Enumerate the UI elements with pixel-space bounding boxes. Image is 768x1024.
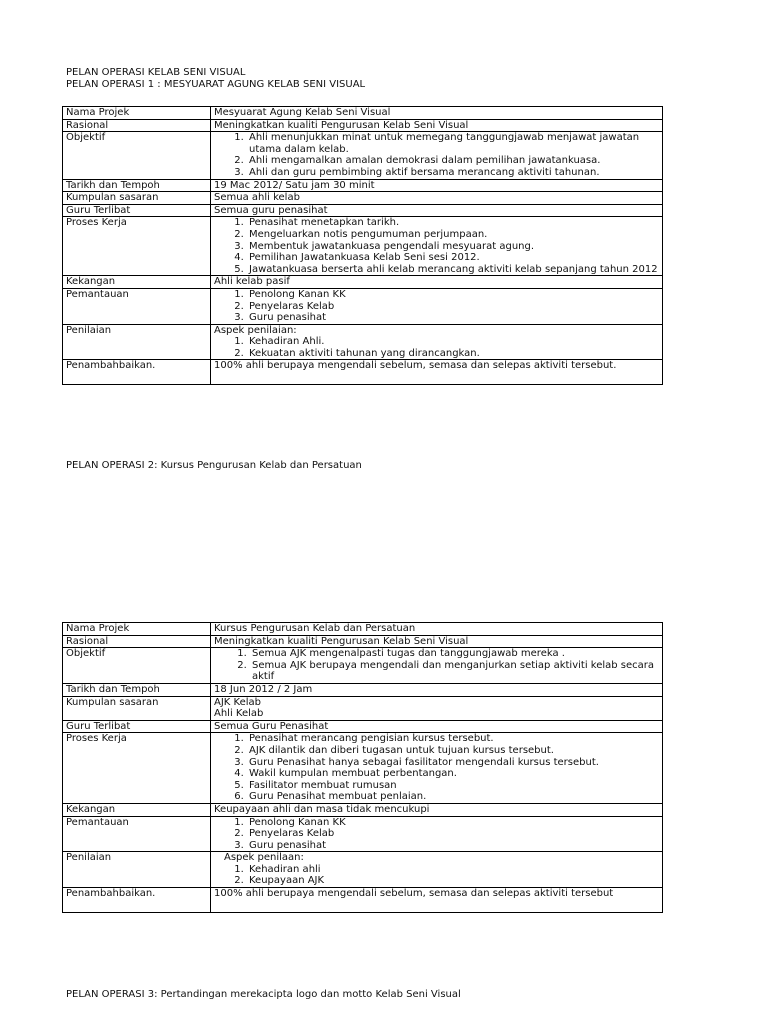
list-item: 6. Guru Penasihat membuat penlaian. xyxy=(247,791,659,803)
list-item: 2. AJK dilantik dan diberi tugasan untuk tujuan kursus tersebut. xyxy=(247,745,659,757)
label-proses: Proses Kerja xyxy=(63,733,211,804)
proses-list xyxy=(214,733,659,803)
value-proses xyxy=(211,733,663,804)
list-item: 5. Jawatankuasa berserta ahli kelab merancang aktiviti kelab sepanjang tahun 2012 xyxy=(247,264,659,276)
value-kumpulan xyxy=(211,696,663,720)
value-guru: Semua guru penasihat xyxy=(211,204,663,217)
table-row xyxy=(63,623,663,636)
label-nama-projek: Nama Projek xyxy=(63,623,211,636)
value-kekangan: Ahli kelab pasif xyxy=(211,276,663,289)
value-nama-projek: Mesyuarat Agung Kelab Seni Visual xyxy=(211,107,663,120)
value-penilaian xyxy=(211,852,663,888)
list-item: 1. Penolong Kanan KK xyxy=(247,817,659,829)
label-pemantauan: Pemantauan xyxy=(63,288,211,324)
table-row xyxy=(63,360,663,385)
value-kumpulan: Semua ahli kelab xyxy=(211,192,663,205)
table-row xyxy=(63,683,663,696)
label-proses: Proses Kerja xyxy=(63,217,211,276)
list-item: 2. Penyelaras Kelab xyxy=(247,828,659,840)
list-item: 2. Kekuatan aktiviti tahunan yang dirancangkan. xyxy=(247,348,659,360)
table-row xyxy=(63,720,663,733)
table-row xyxy=(63,288,663,324)
table-row xyxy=(63,888,663,913)
pemantauan-list xyxy=(214,289,659,324)
table-row xyxy=(63,852,663,888)
penilaian-intro: Aspek penilaian: xyxy=(214,324,297,336)
proses-list xyxy=(214,217,659,275)
table-row xyxy=(63,192,663,205)
list-item: 4. Pemilihan Jawatankuasa Kelab Seni sesi 2012. xyxy=(247,252,659,264)
value-kekangan: Keupayaan ahli dan masa tidak mencukupi xyxy=(211,803,663,816)
label-rasional: Rasional xyxy=(63,635,211,648)
list-item: 3. Guru penasihat xyxy=(247,840,659,852)
list-item: 2. Semua AJK berupaya mengendali dan menganjurkan setiap aktiviti kelab secara aktif xyxy=(250,660,659,683)
list-item: 1. Kehadiran Ahli. xyxy=(247,336,659,348)
value-tarikh: 18 Jun 2012 / 2 Jam xyxy=(211,683,663,696)
value-rasional: Meningkatkan kualiti Pengurusan Kelab Seni Visual xyxy=(211,635,663,648)
table-row xyxy=(63,107,663,120)
label-penambahbaikan: Penambahbaikan. xyxy=(63,888,211,913)
penilaian-list xyxy=(214,336,659,359)
penilaian-list xyxy=(214,864,659,887)
table-row xyxy=(63,733,663,804)
value-rasional: Meningkatkan kualiti Pengurusan Kelab Seni Visual xyxy=(211,119,663,132)
label-kekangan: Kekangan xyxy=(63,803,211,816)
list-item: 4. Wakil kumpulan membuat perbentangan. xyxy=(247,768,659,780)
list-item: 1. Semua AJK mengenalpasti tugas dan tanggungjawab mereka . xyxy=(250,648,659,660)
table-row xyxy=(63,132,663,179)
table-row xyxy=(63,696,663,720)
plan-1-table xyxy=(62,106,663,385)
value-pemantauan xyxy=(211,816,663,852)
label-guru: Guru Terlibat xyxy=(63,204,211,217)
list-item: 5. Fasilitator membuat rumusan xyxy=(247,780,659,792)
list-item: 2. Mengeluarkan notis pengumuman perjumpaan. xyxy=(247,229,659,241)
pemantauan-list xyxy=(214,817,659,852)
value-nama-projek: Kursus Pengurusan Kelab dan Persatuan xyxy=(211,623,663,636)
kumpulan-line-2: Ahli Kelab xyxy=(214,708,264,720)
value-guru: Semua Guru Penasihat xyxy=(211,720,663,733)
plan-2-table xyxy=(62,622,663,913)
label-objektif: Objektif xyxy=(63,132,211,179)
list-item: 2. Ahli mengamalkan amalan demokrasi dalam pemilihan jawatankuasa. xyxy=(247,155,659,167)
table-row xyxy=(63,179,663,192)
list-item: 1. Penolong Kanan KK xyxy=(247,289,659,301)
table-row xyxy=(63,204,663,217)
label-penilaian: Penilaian xyxy=(63,324,211,360)
value-objektif xyxy=(211,648,663,684)
list-item: 3. Membentuk jawatankuasa pengendali mesyuarat agung. xyxy=(247,241,659,253)
value-penambahbaikan: 100% ahli berupaya mengendali sebelum, semasa dan selepas aktiviti tersebut xyxy=(211,888,663,913)
list-item: 1. Penasihat menetapkan tarikh. xyxy=(247,217,659,229)
list-item: 3. Guru Penasihat hanya sebagai fasilitator mengendali kursus tersebut. xyxy=(247,757,659,769)
label-kumpulan: Kumpulan sasaran xyxy=(63,696,211,720)
label-tarikh: Tarikh dan Tempoh xyxy=(63,683,211,696)
plan-2-heading: PELAN OPERASI 2: Kursus Pengurusan Kelab dan Persatuan xyxy=(66,460,362,471)
label-penilaian: Penilaian xyxy=(63,852,211,888)
value-proses xyxy=(211,217,663,276)
table-row xyxy=(63,635,663,648)
label-penambahbaikan: Penambahbaikan. xyxy=(63,360,211,385)
objektif-list xyxy=(214,132,659,178)
list-item: 2. Keupayaan AJK xyxy=(247,875,659,887)
table-row xyxy=(63,648,663,684)
plan-1-heading: PELAN OPERASI 1 : MESYUARAT AGUNG KELAB SENI VISUAL xyxy=(66,79,366,90)
label-kekangan: Kekangan xyxy=(63,276,211,289)
kumpulan-line-1: AJK Kelab xyxy=(214,696,261,708)
list-item: 1. Ahli menunjukkan minat untuk memegang tanggungjawab menjawat jawatan utama dalam kelab. xyxy=(247,132,659,155)
table-row xyxy=(63,217,663,276)
label-guru: Guru Terlibat xyxy=(63,720,211,733)
list-item: 3. Guru penasihat xyxy=(247,312,659,324)
list-item: 1. Kehadiran ahli xyxy=(247,864,659,876)
table-row xyxy=(63,803,663,816)
value-pemantauan xyxy=(211,288,663,324)
value-penambahbaikan: 100% ahli berupaya mengendali sebelum, semasa dan selepas aktiviti tersebut. xyxy=(211,360,663,385)
label-nama-projek: Nama Projek xyxy=(63,107,211,120)
value-tarikh: 19 Mac 2012/ Satu jam 30 minit xyxy=(211,179,663,192)
penilaian-intro: Aspek penilaan: xyxy=(224,852,304,864)
table-row xyxy=(63,816,663,852)
list-item: 3. Ahli dan guru pembimbing aktif bersama merancang aktiviti tahunan. xyxy=(247,167,659,179)
value-objektif xyxy=(211,132,663,179)
document-title: PELAN OPERASI KELAB SENI VISUAL xyxy=(66,67,246,78)
label-objektif: Objektif xyxy=(63,648,211,684)
value-penilaian xyxy=(211,324,663,360)
label-tarikh: Tarikh dan Tempoh xyxy=(63,179,211,192)
label-rasional: Rasional xyxy=(63,119,211,132)
list-item: 1. Penasihat merancang pengisian kursus tersebut. xyxy=(247,733,659,745)
plan-3-heading: PELAN OPERASI 3: Pertandingan merekacipta logo dan motto Kelab Seni Visual xyxy=(66,989,461,1000)
label-pemantauan: Pemantauan xyxy=(63,816,211,852)
table-row xyxy=(63,324,663,360)
label-kumpulan: Kumpulan sasaran xyxy=(63,192,211,205)
table-row xyxy=(63,276,663,289)
list-item: 2. Penyelaras Kelab xyxy=(247,301,659,313)
objektif-list xyxy=(214,648,659,683)
table-row xyxy=(63,119,663,132)
